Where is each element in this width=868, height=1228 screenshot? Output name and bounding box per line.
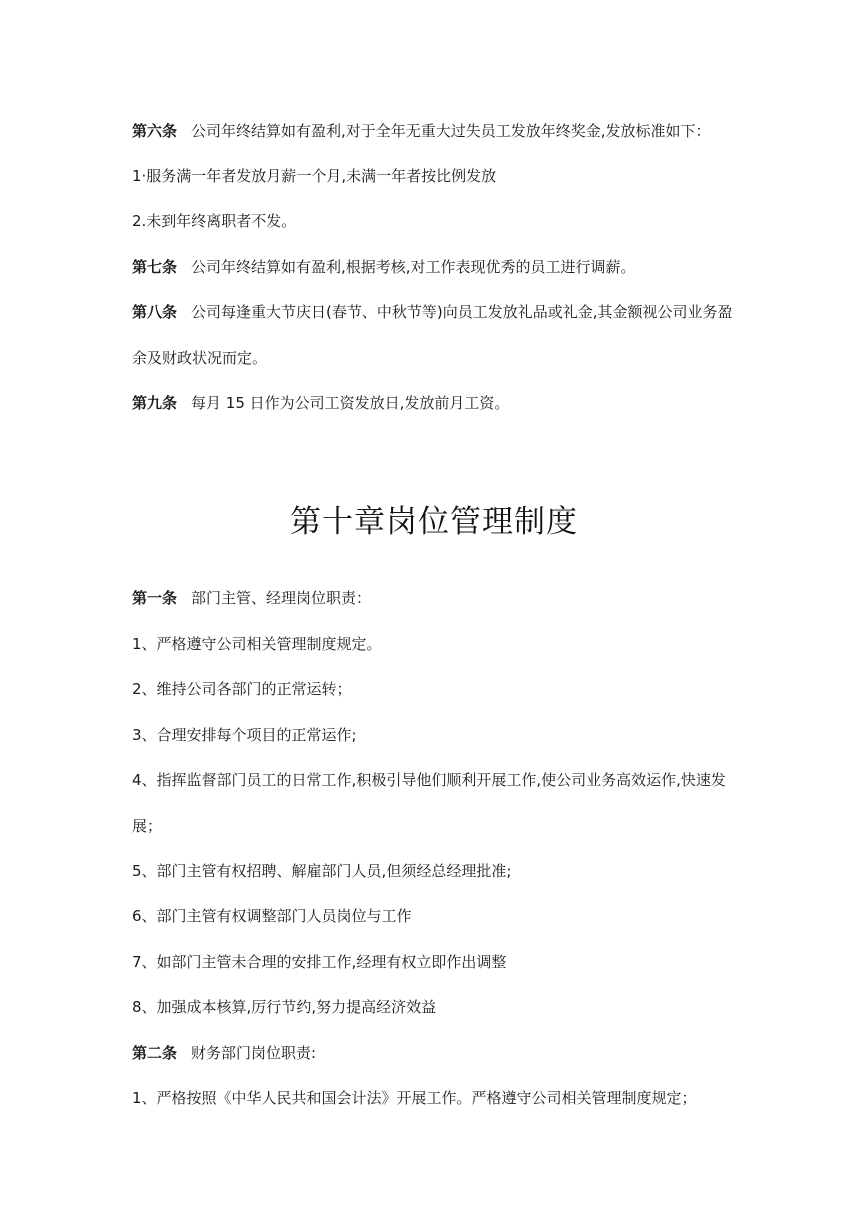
article-text: 3、合理安排每个项目的正常运作; [132,726,357,744]
list-item [132,951,752,973]
article-text: 1、严格遵守公司相关管理制度规定。 [132,635,382,653]
article-text: 5、部门主管有权招聘、解雇部门人员,但须经总经理批准; [132,862,512,880]
article-text: 每月 15 日作为公司工资发放日,发放前月工资。 [191,394,510,412]
article-text: 4、指挥监督部门员工的日常工作,积极引导他们顺利开展工作,使公司业务高效运作,快速发 [132,771,726,789]
article-label: 第二条 [132,1044,178,1062]
article-6-item-1 [132,165,752,187]
article-9 [132,392,752,414]
article-label: 第六条 [132,122,178,140]
article-2 [132,1042,752,1064]
article-text: 余及财政状况而定。 [132,349,268,367]
article-text: 2、维持公司各部门的正常运转； [132,680,352,698]
article-text: 1、严格按照《中华人民共和国会计法》开展工作。严格遵守公司相关管理制度规定； [132,1089,697,1107]
article-8 [132,301,752,323]
list-item [132,860,752,882]
list-item [132,678,752,700]
article-6 [132,120,752,142]
chapter-title: 第十章岗位管理制度 [290,504,578,540]
article-6-item-2 [132,210,752,232]
article-text: 8、加强成本核算,厉行节约,努力提高经济效益 [132,998,437,1016]
article-label: 第八条 [132,303,178,321]
list-item [132,724,752,746]
article-text: 6、部门主管有权调整部门人员岗位与工作 [132,907,412,925]
article-text: 部门主管、经理岗位职责： [191,589,372,607]
article-text: 2.未到年终离职者不发。 [132,212,297,230]
article-text: 公司每逢重大节庆日(春节、中秋节等)向员工发放礼品或礼金,其金额视公司业务盈 [191,303,733,321]
list-item [132,905,752,927]
list-item [132,633,752,655]
list-item [132,1087,752,1109]
article-text: 7、如部门主管未合理的安排工作,经理有权立即作出调整 [132,953,507,971]
list-item [132,996,752,1018]
article-text: 展； [132,817,163,835]
article-text: 1·服务满一年者发放月薪一个月,未满一年者按比例发放 [132,167,497,185]
article-text: 公司年终结算如有盈利,对于全年无重大过失员工发放年终奖金,发放标准如下： [191,122,711,140]
article-1 [132,587,752,609]
article-label: 第九条 [132,394,178,412]
article-8-continued [132,347,752,369]
list-item [132,769,752,791]
article-7 [132,256,752,278]
article-label: 第一条 [132,589,178,607]
article-text: 公司年终结算如有盈利,根据考核,对工作表现优秀的员工进行调薪。 [191,258,636,276]
list-item-continued [132,815,752,837]
article-label: 第七条 [132,258,178,276]
article-text: 财务部门岗位职责: [191,1044,317,1062]
